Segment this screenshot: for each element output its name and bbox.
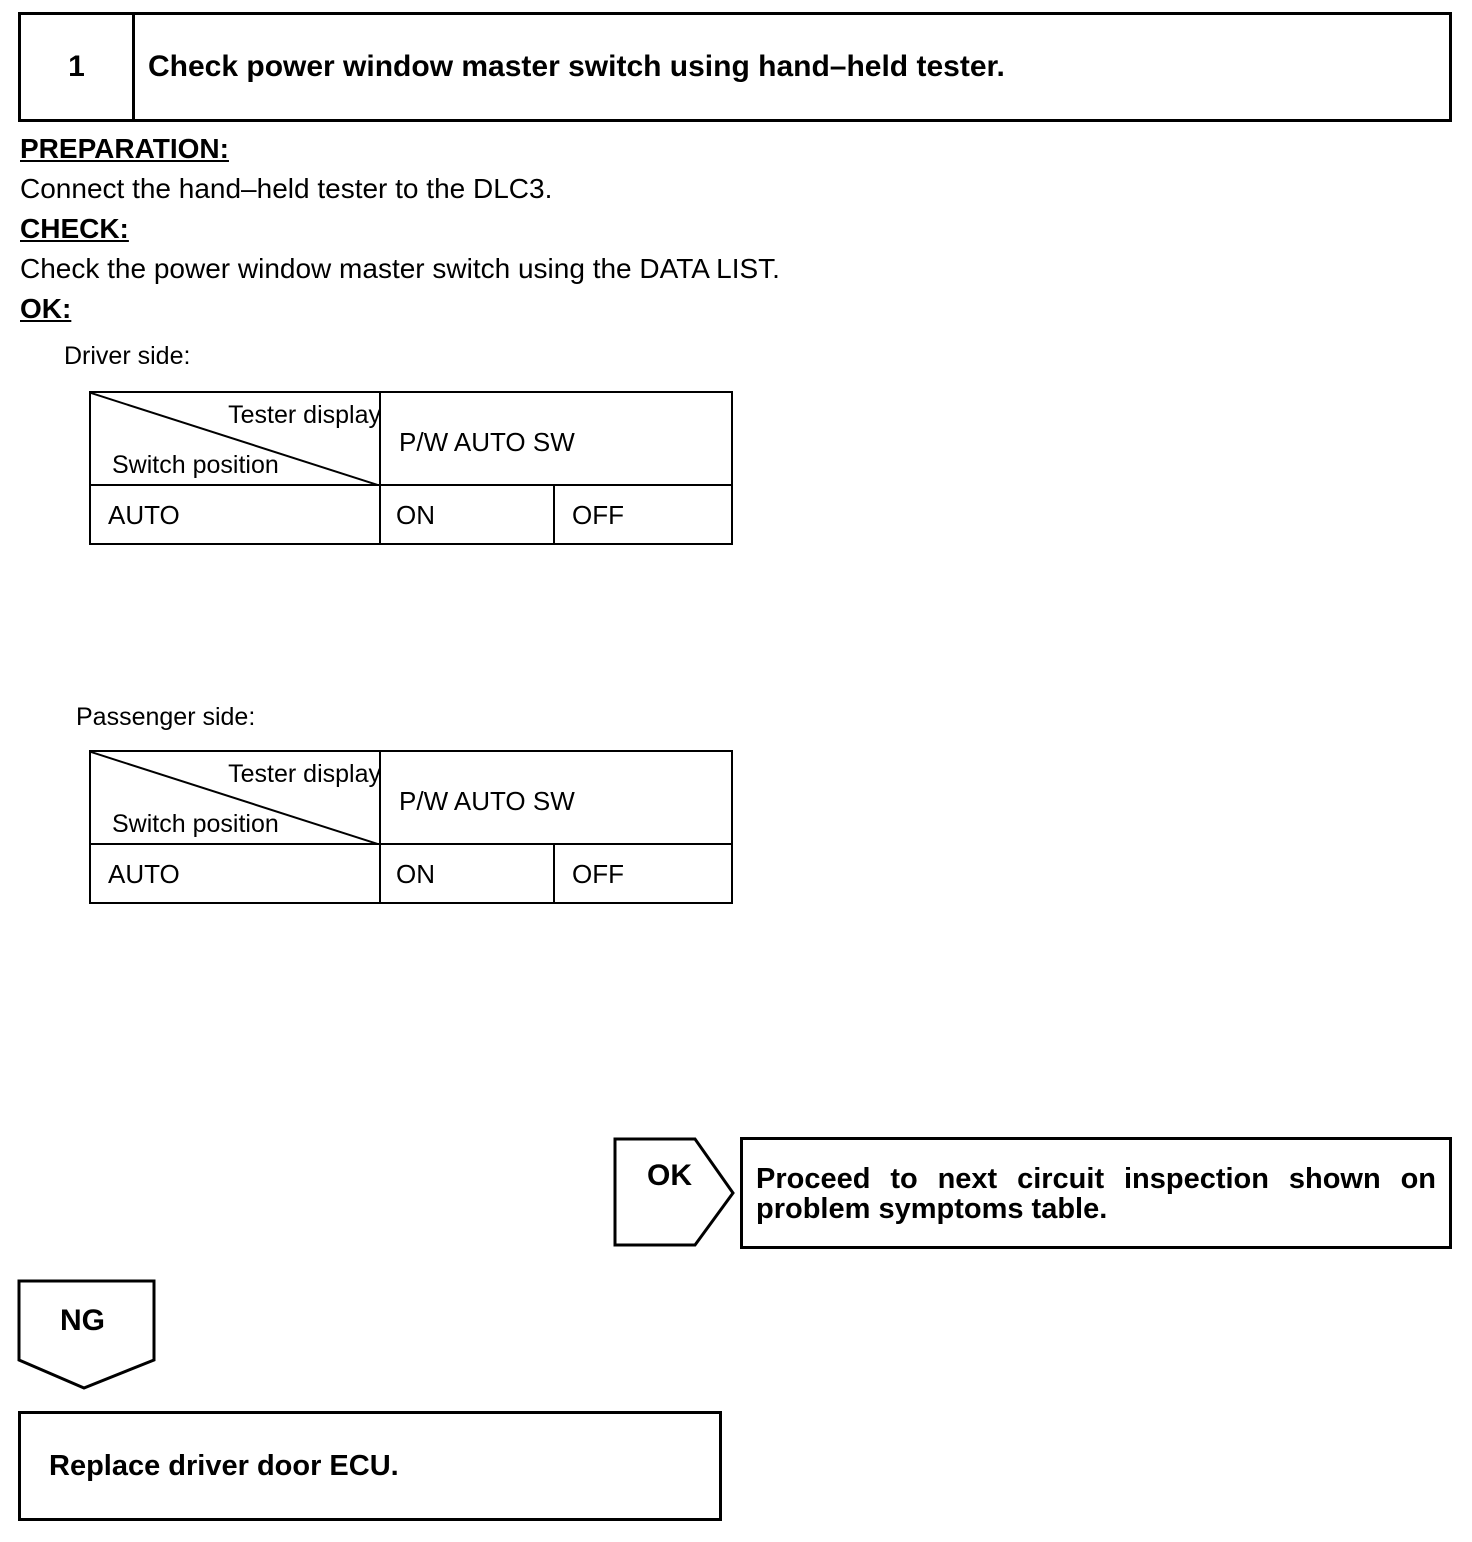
right-arrow-shape bbox=[613, 1137, 737, 1249]
on-cell: ON bbox=[381, 486, 555, 545]
ng-flow-label: NG bbox=[60, 1304, 105, 1337]
ng-flow-tag bbox=[16, 1278, 158, 1392]
ok-result-text: Proceed to next circuit inspection shown on problem symptoms table. bbox=[756, 1163, 1436, 1225]
switch-position-label: Switch position bbox=[112, 451, 279, 479]
ng-result-text: Replace driver door ECU. bbox=[49, 1450, 399, 1482]
switch-position-cell: AUTO bbox=[91, 486, 381, 545]
corner-cell bbox=[91, 752, 381, 845]
on-cell: ON bbox=[381, 845, 555, 904]
table-header-row bbox=[89, 750, 733, 843]
corner-cell bbox=[91, 393, 381, 486]
ok-label: OK: bbox=[20, 293, 72, 324]
step-header bbox=[18, 12, 1452, 122]
tester-display-label: Tester display bbox=[228, 760, 381, 788]
ok-result-box bbox=[740, 1137, 1452, 1249]
off-cell: OFF bbox=[572, 500, 624, 530]
passenger-side-label: Passenger side: bbox=[76, 703, 256, 731]
passenger-side-table bbox=[89, 750, 733, 904]
switch-position-label: Switch position bbox=[112, 810, 279, 838]
preparation-text: Connect the hand–held tester to the DLC3. bbox=[20, 173, 553, 204]
column-header: P/W AUTO SW bbox=[399, 427, 575, 457]
preparation-label: PREPARATION: bbox=[20, 133, 229, 164]
off-cell: OFF bbox=[572, 859, 624, 889]
ok-flow-tag bbox=[613, 1137, 737, 1249]
check-text: Check the power window master switch using the DATA LIST. bbox=[20, 253, 780, 284]
ok-flow-label: OK bbox=[647, 1159, 692, 1192]
check-label: CHECK: bbox=[20, 213, 129, 244]
step-title: Check power window master switch using hand–held tester. bbox=[148, 50, 1005, 83]
table-row bbox=[89, 843, 733, 904]
driver-side-table bbox=[89, 391, 733, 545]
driver-side-label: Driver side: bbox=[64, 342, 191, 370]
ng-result-box bbox=[18, 1411, 722, 1521]
column-header: P/W AUTO SW bbox=[399, 786, 575, 816]
tester-display-label: Tester display bbox=[228, 401, 381, 429]
table-row bbox=[89, 484, 733, 545]
table-header-row bbox=[89, 391, 733, 484]
step-number: 1 bbox=[21, 15, 135, 119]
switch-position-cell: AUTO bbox=[91, 845, 381, 904]
